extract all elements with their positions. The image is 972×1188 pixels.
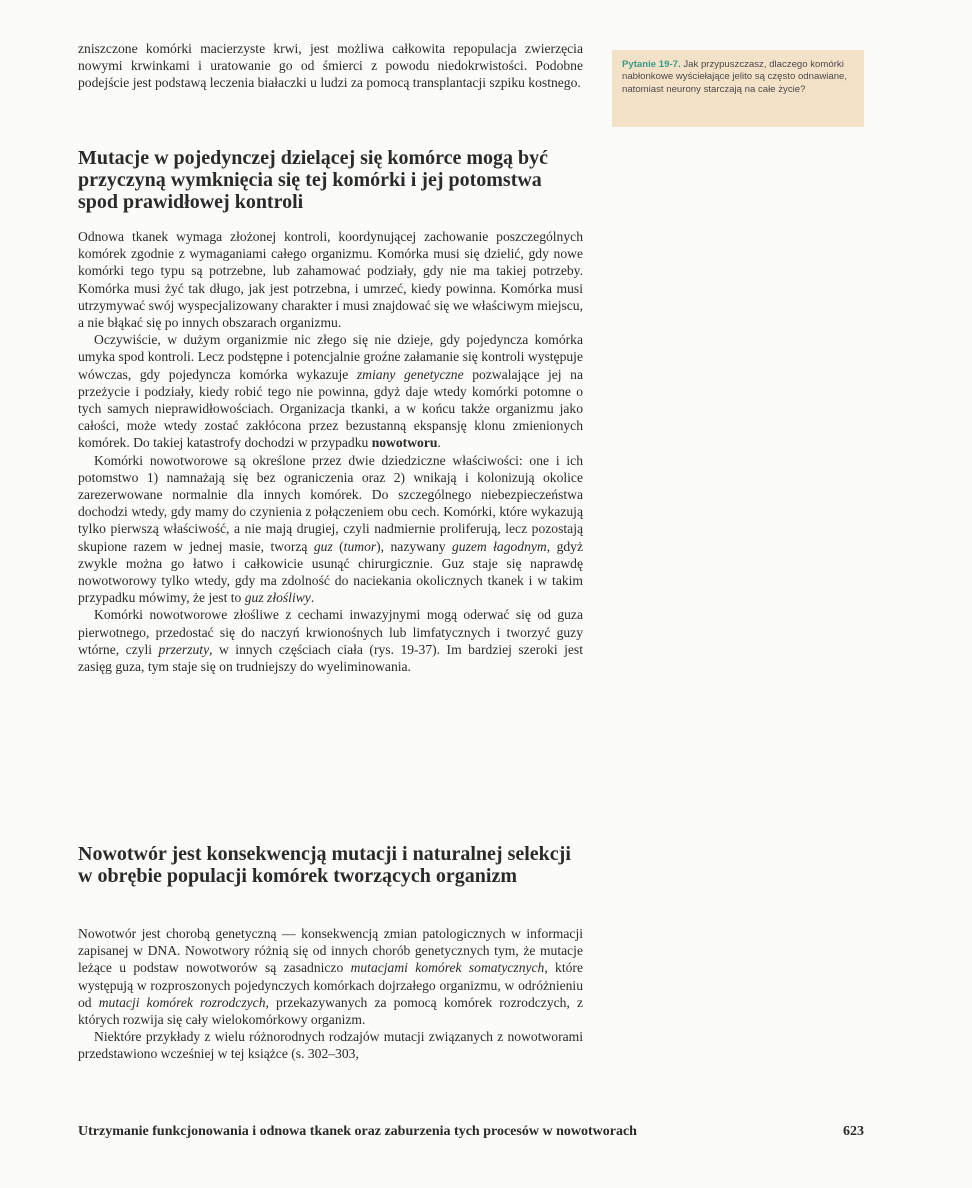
section1-paragraph-1: Odnowa tkanek wymaga złożonej kontroli, koordynującej zachowanie poszczególnych komórek zgodnie z wymaganiami całego organizmu. Komórka musi się dzielić, gdy nowe komórki tego typu są potrzebne, lub zahamować podziały, gdy nie ma takiej potrzeby. Komórka musi żyć tak długo, jak jest potrzebna, i umrzeć, kiedy powinna. Komórka musi utrzymywać swój wyspecjalizowany charakter i musi znajdować się we właściwym miejscu, a nie błąkać się po innych obszarach organizmu. xyxy=(78,229,583,331)
text-run: . xyxy=(310,590,315,606)
section1-paragraph-2 xyxy=(78,331,583,451)
emphasis: guz xyxy=(313,538,333,554)
text-run: Komórki nowotworowe złośliwe z cechami inwazyjnymi mogą oderwać się od guza pierwotnego, przedostać się do naczyń krwionośnych lub limfatycznych i tworzyć guzy wtórne, czyli xyxy=(78,607,583,657)
text-run: pozwalające jej na przeżycie i podziały, kiedy robić tego nie powinna, gdyż daje wtedy komórki potomne o tych samych nieprawidłowościach. Organizacja tkanki, a w końcu także organizmu jako całości, może wtedy zostać zakłócona przez bezustanną ekspansję klonu zmienionych komórek. Do takiej katastrofy dochodzi w przypadku xyxy=(78,366,583,451)
emphasis: mutacjami komórek somatycznych xyxy=(350,960,545,976)
section1-heading: Mutacje w pojedynczej dzielącej się komórce mogą być przyczyną wymknięcia się tej komórki i jej potomstwa spod prawidłowej kontroli xyxy=(78,147,549,213)
text-run: Komórki nowotworowe są określone przez dwie dziedziczne właściwości: one i ich potomstwo 1) namnażają się bez ograniczenia oraz 2) wnikają i kolonizują okolice zarezerwowane normalnie dla innych komórek. Do szczególnego niebezpieczeństwa dochodzi wtedy, gdy mamy do czynienia z połączeniem obu cech. Komórki, które wykazują tylko pierwszą właściwość, a nie mają drugiej, czyli nadmiernie proliferują, lecz pozostają skupione razem w jednej masie, tworzą xyxy=(78,452,583,554)
text-run: ), nazywany xyxy=(376,538,452,554)
text-run: , gdyż zwykle można go łatwo i całkowicie usunąć chirurgicznie. Guz staje się naprawdę nowotworowy tylko wtedy, gdy ma zdolność do naciekania okolicznych tkanek i w takim przypadku mówimy, że jest to xyxy=(78,538,583,606)
text-run: ( xyxy=(332,538,344,554)
section2-body xyxy=(78,925,583,1063)
page-footer xyxy=(78,1124,864,1140)
text-run: Oczywiście, w dużym organizmie nic złego się nie dzieje, gdy pojedyncza komórka umyka spod kontroli. Lecz podstępne i potencjalnie groźne załamanie się kontroli występuje wówczas, gdy pojedyncza komórka wykazuje xyxy=(78,332,583,382)
section1-body xyxy=(78,228,583,675)
emphasis: przerzuty xyxy=(158,641,210,657)
section2-paragraph-2: Niektóre przykłady z wielu różnorodnych rodzajów mutacji związanych z nowotworami przedstawiono wcześniej w tej książce (s. 302–303, xyxy=(78,1029,583,1062)
emphasis: guzem łagodnym xyxy=(452,538,547,554)
page-number: 623 xyxy=(843,1124,864,1139)
key-term: nowotworu xyxy=(371,435,438,451)
question-text: Jak przypuszczasz, dlaczego komórki nabłonkowe wyściełające jelito są często odnawiane, natomiast neurony starczają na całe życie? xyxy=(622,59,848,95)
question-label: Pytanie 19-7. xyxy=(622,59,681,70)
intro-paragraph xyxy=(78,40,583,92)
text-run: , przekazywanych za pomocą komórek rozrodczych, z których rozwija się cały wielokomórkowy organizm. xyxy=(78,994,584,1028)
section1-paragraph-4 xyxy=(78,606,583,675)
running-title: Utrzymanie funkcjonowania i odnowa tkanek oraz zaburzenia tych procesów w nowotworach xyxy=(78,1124,637,1139)
text-run: , w innych częściach ciała (rys. 19-37). Im bardziej szeroki jest zasięg guza, tym staje się on trudniejszy do wyeliminowania. xyxy=(78,641,583,675)
emphasis: mutacji komórek rozrodczych xyxy=(98,994,266,1010)
emphasis: tumor xyxy=(343,538,377,554)
question-box xyxy=(612,50,864,127)
text-run: . xyxy=(437,435,441,451)
section1-paragraph-3 xyxy=(78,452,583,607)
section2-paragraph-1 xyxy=(78,925,583,1028)
text-run: Nowotwór jest chorobą genetyczną — konsekwencją zmian patologicznych w informacji zapisanej w DNA. Nowotwory różnią się od innych chorób genetycznych tym, że mutacje leżące u podstaw nowotworów są zasadniczo xyxy=(78,926,583,976)
section2-heading: Nowotwór jest konsekwencją mutacji i naturalnej selekcji w obrębie populacji komórek tworzących organizm xyxy=(78,843,571,887)
intro-text: zniszczone komórki macierzyste krwi, jest możliwa całkowita repopulacja zwierzęcia nowymi krwinkami i uratowanie go od śmierci z powodu niedokrwistości. Podobne podejście jest podstawą leczenia białaczki u ludzi za pomocą transplantacji szpiku kostnego. xyxy=(78,41,583,91)
emphasis: zmiany genetyczne xyxy=(356,366,464,382)
text-run: , które występują w rozproszonych pojedynczych komórkach dojrzałego organizmu, w odróżnieniu od xyxy=(78,960,583,1010)
emphasis: guz złośliwy xyxy=(244,590,311,606)
